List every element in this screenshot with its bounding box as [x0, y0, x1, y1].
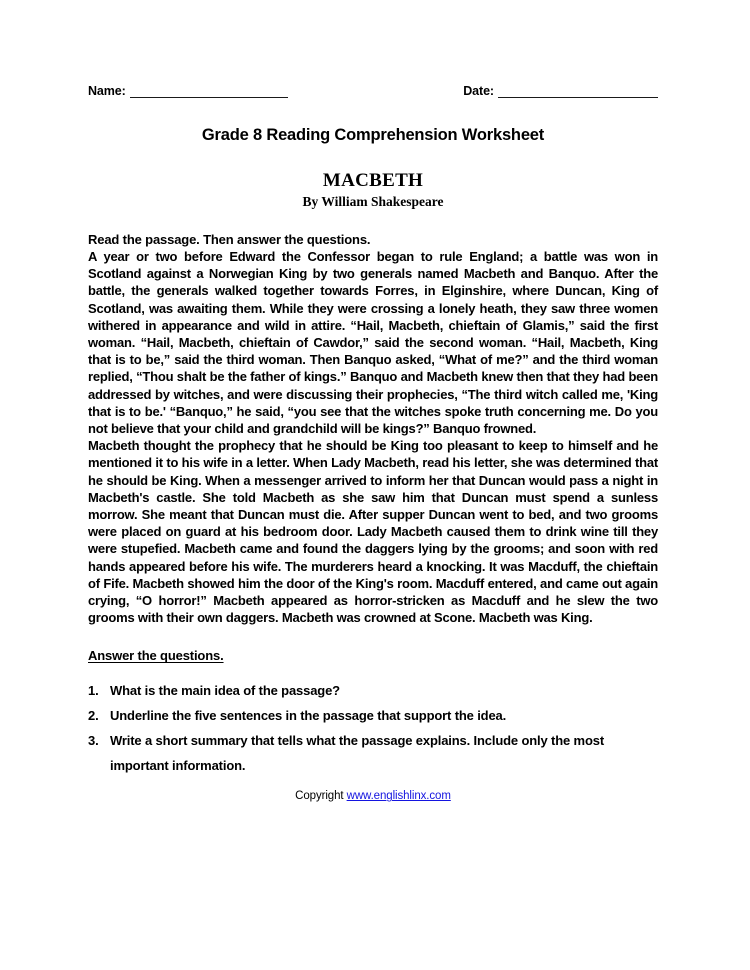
date-input-line[interactable]	[498, 86, 658, 98]
worksheet-content	[88, 84, 658, 802]
copyright-label: Copyright	[295, 790, 344, 803]
passage-paragraph-2: Macbeth thought the prophecy that he should be King too pleasant to keep to himself and he mentioned it to his wife in a letter. When Lady Macbeth, read his letter, she was determined that he should be King. When a messenger arrived to inform her that Duncan would pass a night in Macbeth's castle. She told Macbeth as she saw him that Duncan must spend a sunless morrow. She meant that Duncan must die. After supper Duncan went to bed, and two grooms were placed on guard at his bedroom door. Lady Macbeth caused them to drink wine till they were stupefied. Macbeth came and found the daggers lying by the grooms; and soon with red hands appeared before his wife. The murderers heard a knocking. It was Macduff, the chieftain of Fife. Macbeth showed him the door of the King's room. Macduff entered, and came out again crying, “O horror!” Macbeth appeared as horror-stricken as Macduff and he slew the two grooms with their own daggers. Macbeth was crowned at Scone. Macbeth was King.	[88, 438, 658, 626]
questions-list	[88, 678, 658, 778]
story-title: MACBETH	[322, 170, 424, 191]
reading-instruction: Read the passage. Then answer the questions.	[88, 232, 371, 247]
worksheet-title: Grade 8 Reading Comprehension Worksheet	[201, 126, 545, 144]
question-item	[88, 728, 658, 778]
answer-questions-heading: Answer the questions.	[88, 648, 224, 664]
question-number: 3.	[88, 733, 99, 749]
question-text: What is the main idea of the passage?	[110, 683, 340, 699]
story-author: By William Shakespeare	[302, 194, 444, 209]
question-number: 1.	[88, 683, 99, 699]
question-item	[88, 703, 658, 728]
question-text: Write a short summary that tells what the passage explains. Include only the most important information.	[110, 733, 605, 774]
footer	[88, 790, 658, 802]
question-text: Underline the five sentences in the passage that support the idea.	[110, 708, 507, 724]
question-item	[88, 678, 658, 703]
name-date-row	[88, 84, 658, 98]
passage-paragraph-1: A year or two before Edward the Confessor began to rule England; a battle was won in Scotland against a Norwegian King by two generals named Macbeth and Banquo. After the battle, the generals walked together towards Forres, in Elginshire, where Duncan, King of Scotland, was awaiting them. While they were crossing a lonely heath, they saw three women withered in appearance and wild in attire. “Hail, Macbeth, chieftain of Glamis,” said the first woman. “Hail, Macbeth, chieftain of Cawdor,” said the second woman. “Hail, Macbeth, King that is to be,” said the third woman. Then Banquo asked, “What of me?” and the third woman replied, “Thou shalt be the father of kings.” Banquo and Macbeth knew then that they had been addressed by witches, and were discussing their prophecies, “The third witch called me, 'King that is to be.' “Banquo,” he said, “you see that the witches spoke truth concerning me. Do you not believe that your child and grandchild will be kings?” Banquo frowned.	[88, 249, 658, 437]
name-input-line[interactable]	[130, 86, 288, 98]
question-number: 2.	[88, 708, 99, 724]
date-field-group	[463, 84, 658, 98]
name-field-group	[88, 84, 288, 98]
englishlinx-link[interactable]: www.englishlinx.com	[346, 790, 451, 803]
date-label: Date:	[463, 84, 494, 98]
name-label: Name:	[88, 84, 126, 98]
